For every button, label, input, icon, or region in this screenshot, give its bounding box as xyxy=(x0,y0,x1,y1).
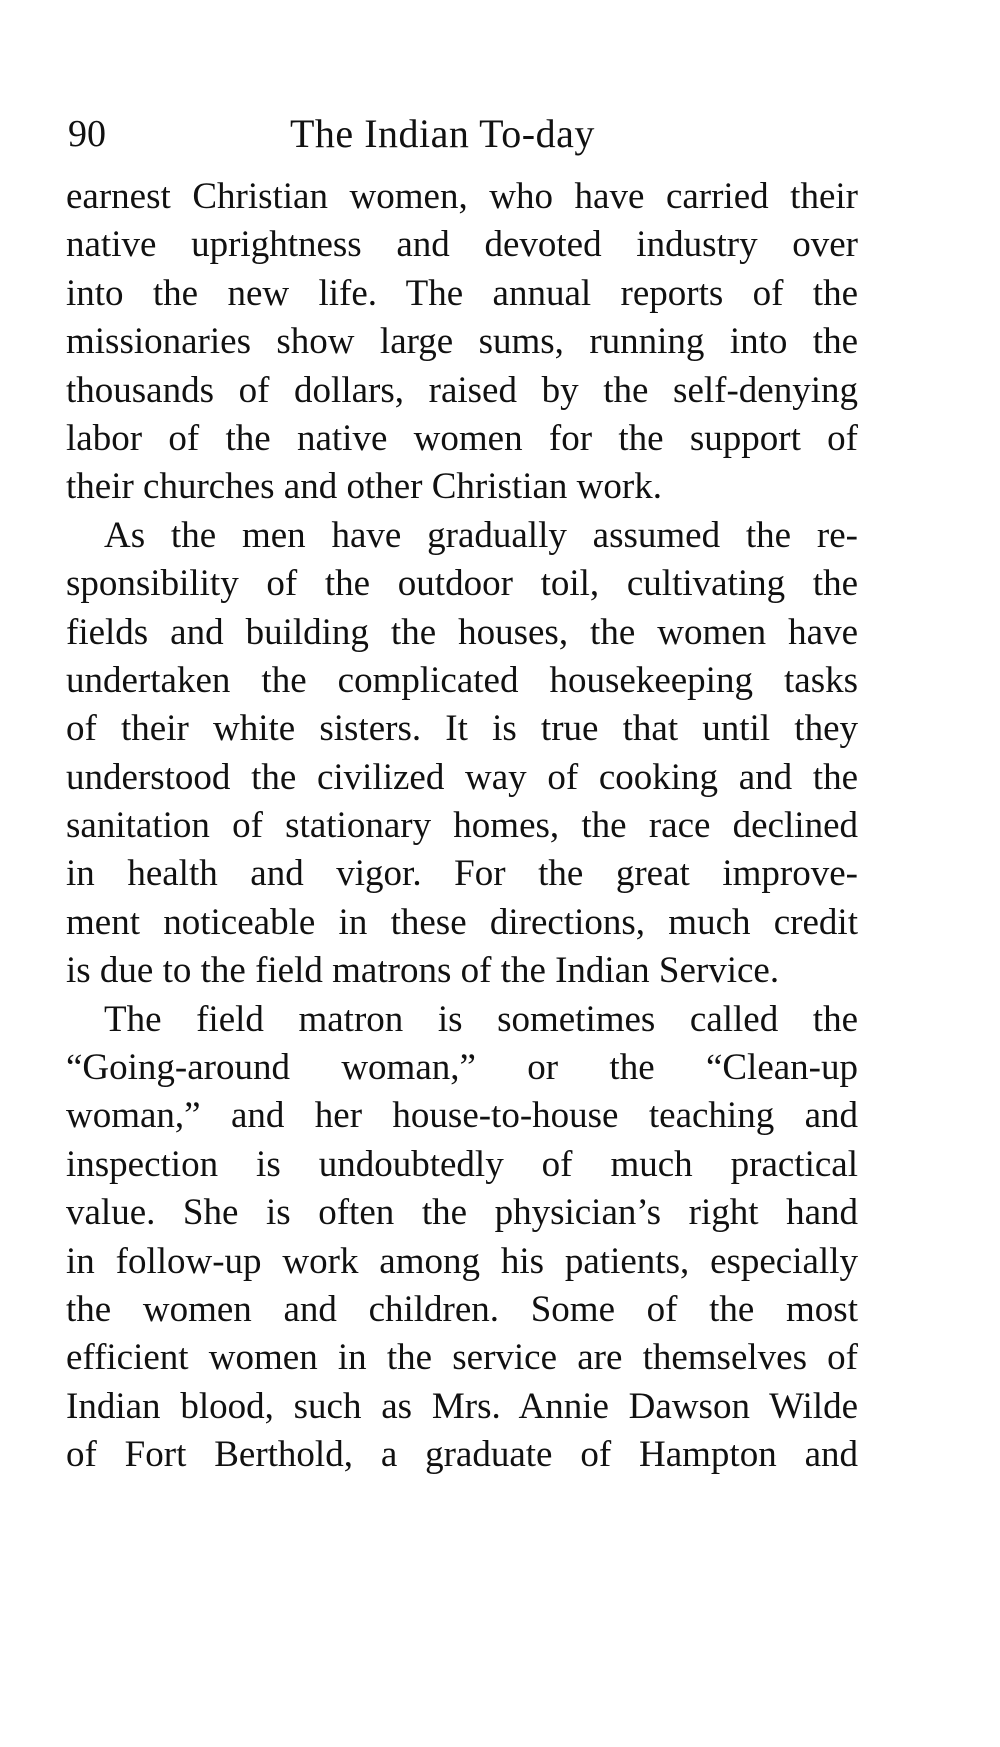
text-line: efficient women in the service are themselves of xyxy=(66,1337,858,1379)
text-line: As the men have gradually assumed the re- xyxy=(104,514,858,556)
page-number: 90 xyxy=(68,113,106,155)
text-line: in follow-up work among his patients, especially xyxy=(66,1240,858,1282)
running-head xyxy=(68,108,858,168)
text-line: The field matron is sometimes called the xyxy=(104,998,858,1040)
text-line: native uprightness and devoted industry over xyxy=(66,224,858,266)
text-line: inspection is undoubtedly of much practical xyxy=(66,1143,858,1185)
paragraph-1 xyxy=(66,173,858,512)
text-line: sanitation of stationary homes, the race declined xyxy=(66,805,858,847)
text-line: sponsibility of the outdoor toil, cultivating the xyxy=(66,563,858,605)
text-line: undertaken the complicated housekeeping tasks xyxy=(66,659,858,701)
text-line: of Fort Berthold, a graduate of Hampton and xyxy=(66,1434,858,1476)
text-line: “Going-around woman,” or the “Clean-up xyxy=(66,1047,858,1089)
text-line: their churches and other Christian work. xyxy=(66,466,662,508)
paragraph-3 xyxy=(66,996,858,1480)
text-line: Indian blood, such as Mrs. Annie Dawson Wilde xyxy=(66,1385,858,1427)
text-line: missionaries show large sums, running into the xyxy=(66,321,858,363)
text-line: of their white sisters. It is true that until they xyxy=(66,708,858,750)
text-line: woman,” and her house-to-house teaching and xyxy=(66,1095,858,1137)
text-line: value. She is often the physician’s right hand xyxy=(66,1192,858,1234)
text-line: thousands of dollars, raised by the self-denying xyxy=(66,369,858,411)
text-line: in health and vigor. For the great improve- xyxy=(66,853,858,895)
text-line: is due to the field matrons of the Indian Service. xyxy=(66,950,780,992)
text-line: into the new life. The annual reports of the xyxy=(66,272,858,314)
text-line: earnest Christian women, who have carried their xyxy=(66,176,858,217)
paragraph-2 xyxy=(66,512,858,996)
text-line: understood the civilized way of cooking and the xyxy=(66,756,858,798)
text-line: labor of the native women for the support of xyxy=(66,417,858,459)
text-line: the women and children. Some of the most xyxy=(66,1288,858,1330)
body-text xyxy=(66,173,858,1480)
text-line: fields and building the houses, the women have xyxy=(66,611,858,653)
text-line: ment noticeable in these directions, much credit xyxy=(66,901,858,943)
running-title: The Indian To-day xyxy=(290,111,595,156)
